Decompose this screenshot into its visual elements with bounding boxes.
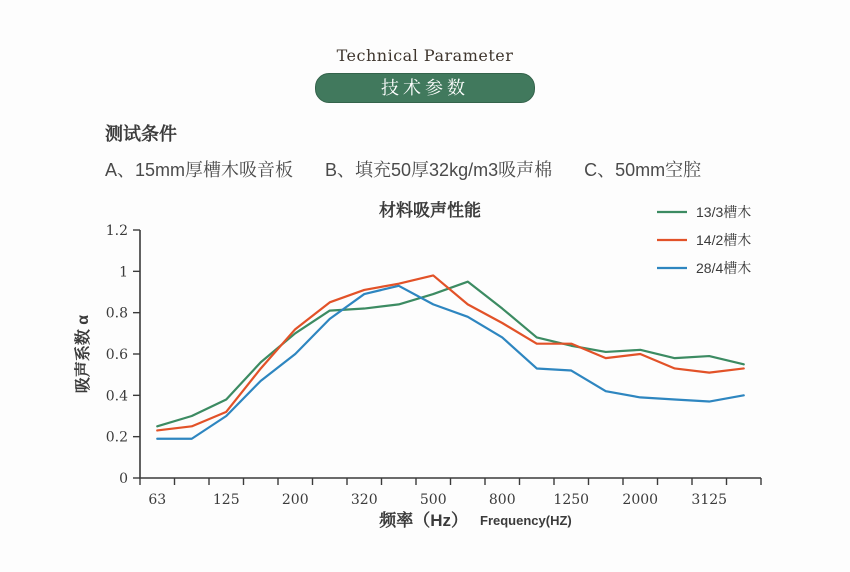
y-tick-label: 0.2 <box>105 429 128 446</box>
x-axis-label-en: Frequency(HZ) <box>480 513 572 528</box>
x-axis-label-cn: 频率（Hz） <box>379 511 468 530</box>
y-axis-label: 吸声系数 α <box>75 314 92 394</box>
conditions-heading: 测试条件 <box>105 124 177 144</box>
legend-label: 28/4槽木 <box>696 260 752 276</box>
x-tick-label: 3125 <box>691 492 728 508</box>
test-conditions <box>105 120 825 182</box>
condition-item-b: B、填充50厚32kg/m3吸声棉 <box>325 160 553 180</box>
y-tick-label: 0.6 <box>105 347 128 363</box>
series-line-13-3-- <box>157 282 744 427</box>
x-tick-label: 800 <box>488 492 516 508</box>
condition-item-c: C、50mm空腔 <box>584 160 702 180</box>
header-badge: 技术参数 <box>315 73 535 103</box>
x-tick-label: 125 <box>212 492 240 508</box>
conditions-line <box>105 156 825 182</box>
header-title-en: Technical Parameter <box>336 46 514 65</box>
condition-item-a: A、15mm厚槽木吸音板 <box>105 160 294 180</box>
x-tick-label: 1250 <box>553 492 590 508</box>
y-tick-label: 0.4 <box>105 388 128 405</box>
page-header <box>0 0 850 103</box>
y-tick-label: 1 <box>119 264 128 281</box>
series-line-28-4-- <box>157 286 744 439</box>
legend-label: 13/3槽木 <box>696 204 752 220</box>
x-tick-label: 500 <box>419 492 447 508</box>
legend-label: 14/2槽木 <box>696 232 752 248</box>
x-tick-label: 320 <box>350 492 378 508</box>
chart-title: 材料吸声性能 <box>379 201 481 220</box>
x-tick-label: 200 <box>281 492 309 508</box>
x-tick-label: 63 <box>148 492 167 508</box>
x-tick-label: 2000 <box>622 492 659 508</box>
y-tick-label: 0.8 <box>105 305 128 322</box>
absorption-chart <box>0 190 850 572</box>
y-tick-label: 0 <box>119 471 128 487</box>
y-tick-label: 1.2 <box>105 223 128 239</box>
